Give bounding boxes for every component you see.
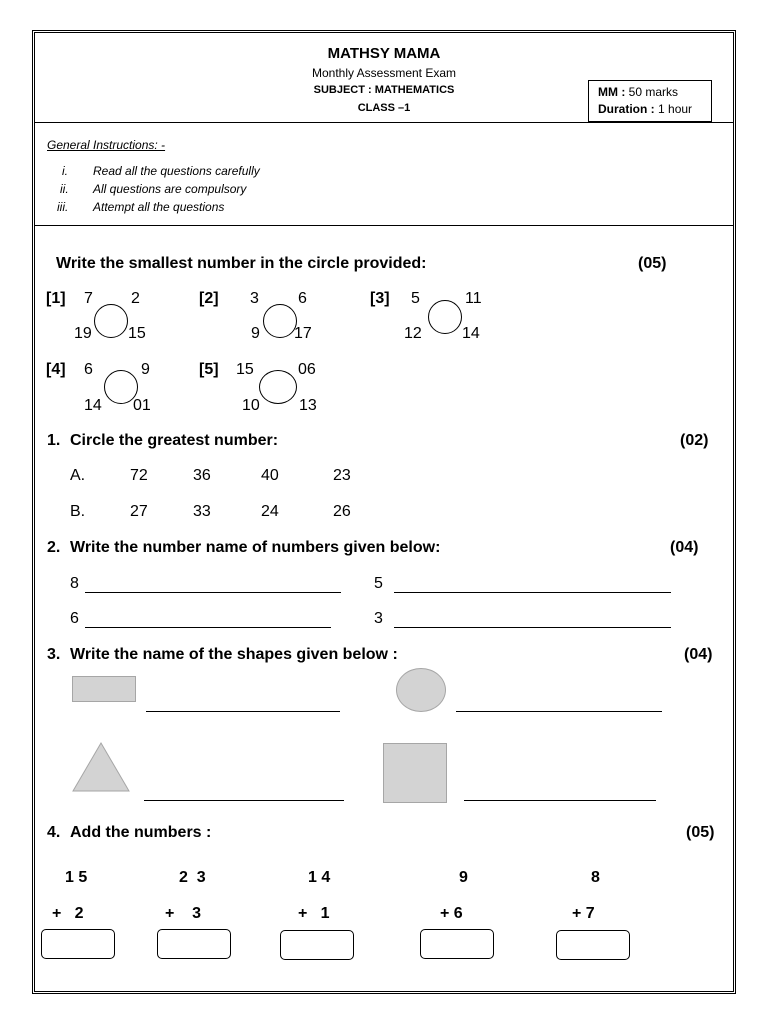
num-bottom-left: 19 <box>74 325 92 342</box>
num-top-left: 7 <box>84 290 93 307</box>
class-line: CLASS –1 <box>357 102 411 114</box>
num-bottom-right: 15 <box>128 325 146 342</box>
option-label: A. <box>70 467 86 484</box>
instruction-text: All questions are compulsory <box>93 182 247 196</box>
number-prompt: 3 <box>374 610 383 627</box>
num-bottom-right: 14 <box>462 325 480 342</box>
num-bottom-right: 17 <box>294 325 312 342</box>
question-number: 3. <box>47 646 61 663</box>
num-top-right: 2 <box>131 290 140 307</box>
answer-line[interactable] <box>85 627 331 628</box>
option-value[interactable]: 23 <box>333 467 351 484</box>
sum-answer-box[interactable] <box>157 929 231 959</box>
item-label: [1] <box>46 290 66 307</box>
addend-bottom: + 6 <box>440 905 463 922</box>
instructions-title: General Instructions: - <box>47 138 166 152</box>
item-label: [3] <box>370 290 390 307</box>
answer-line[interactable] <box>464 800 656 801</box>
answer-line[interactable] <box>146 711 340 712</box>
answer-line[interactable] <box>456 711 662 712</box>
instruction-text: Read all the questions carefully <box>93 164 260 178</box>
answer-line[interactable] <box>394 627 671 628</box>
option-value[interactable]: 24 <box>261 503 279 520</box>
num-bottom-right: 13 <box>299 397 317 414</box>
exam-name: Monthly Assessment Exam <box>311 66 457 80</box>
sum-answer-box[interactable] <box>420 929 494 959</box>
q2-title: Write the number name of numbers given below: <box>70 539 441 556</box>
num-top-left: 15 <box>236 361 254 378</box>
addend-top: 8 <box>591 869 600 886</box>
item-label: [5] <box>199 361 219 378</box>
circle-shape <box>396 668 446 712</box>
q2-marks: (04) <box>670 539 699 556</box>
option-value[interactable]: 72 <box>130 467 148 484</box>
max-marks: MM : 50 marks <box>598 85 679 99</box>
q3-marks: (04) <box>684 646 713 663</box>
option-value[interactable]: 26 <box>333 503 351 520</box>
addend-top: 9 <box>459 869 468 886</box>
option-value[interactable]: 40 <box>261 467 279 484</box>
question-number: 2. <box>47 539 61 556</box>
sum-answer-box[interactable] <box>556 930 630 960</box>
answer-circle[interactable] <box>263 304 297 338</box>
num-top-right: 9 <box>141 361 150 378</box>
addend-bottom: + 7 <box>572 905 595 922</box>
num-top-right: 06 <box>298 361 316 378</box>
answer-line[interactable] <box>85 592 341 593</box>
addend-bottom: + 2 <box>52 905 84 922</box>
marks-duration-box <box>588 80 712 122</box>
num-bottom-left: 14 <box>84 397 102 414</box>
q4-marks: (05) <box>686 824 715 841</box>
addend-top: 2 3 <box>179 869 206 886</box>
q1-title: Circle the greatest number: <box>70 432 279 449</box>
num-top-right: 11 <box>465 290 482 307</box>
q1-marks: (02) <box>680 432 709 449</box>
option-label: B. <box>70 503 86 520</box>
addend-bottom: + 1 <box>298 905 330 922</box>
answer-line[interactable] <box>394 592 671 593</box>
addend-top: 1 4 <box>308 869 331 886</box>
instruction-num: ii. <box>60 182 69 196</box>
answer-circle[interactable] <box>428 300 462 334</box>
num-bottom-left: 9 <box>251 325 260 342</box>
item-label: [4] <box>46 361 66 378</box>
number-prompt: 6 <box>70 610 79 627</box>
num-bottom-left: 10 <box>242 397 260 414</box>
question-number: 1. <box>47 432 61 449</box>
question-number: 4. <box>47 824 61 841</box>
num-top-left: 3 <box>250 290 259 307</box>
option-value[interactable]: 27 <box>130 503 148 520</box>
duration: Duration : 1 hour <box>598 102 693 116</box>
number-prompt: 5 <box>374 575 383 592</box>
instruction-text: Attempt all the questions <box>93 200 225 214</box>
sum-answer-box[interactable] <box>280 930 354 960</box>
answer-circle[interactable] <box>94 304 128 338</box>
section0-marks: (05) <box>638 255 667 272</box>
sum-answer-box[interactable] <box>41 929 115 959</box>
num-top-right: 6 <box>298 290 307 307</box>
addend-bottom: + 3 <box>165 905 202 922</box>
school-name: MATHSY MAMA <box>327 45 441 62</box>
subject-line: SUBJECT : MATHEMATICS <box>313 84 455 96</box>
option-value[interactable]: 33 <box>193 503 211 520</box>
num-top-left: 6 <box>84 361 93 378</box>
option-value[interactable]: 36 <box>193 467 211 484</box>
instruction-num: i. <box>62 164 68 178</box>
addend-top: 1 5 <box>65 869 88 886</box>
q4-title: Add the numbers : <box>70 824 212 841</box>
answer-circle[interactable] <box>259 370 297 404</box>
answer-line[interactable] <box>144 800 344 801</box>
num-top-left: 5 <box>411 290 420 307</box>
triangle-shape <box>72 742 130 792</box>
number-prompt: 8 <box>70 575 79 592</box>
q3-title: Write the name of the shapes given below : <box>70 646 398 663</box>
instructions-divider <box>34 225 734 226</box>
instruction-num: iii. <box>57 200 69 214</box>
square-shape <box>383 743 447 803</box>
item-label: [2] <box>199 290 219 307</box>
num-bottom-left: 12 <box>404 325 422 342</box>
section0-title: Write the smallest number in the circle provided: <box>56 255 427 272</box>
num-bottom-right: 01 <box>133 397 151 414</box>
rectangle-shape <box>72 676 136 702</box>
header-divider <box>34 122 734 123</box>
